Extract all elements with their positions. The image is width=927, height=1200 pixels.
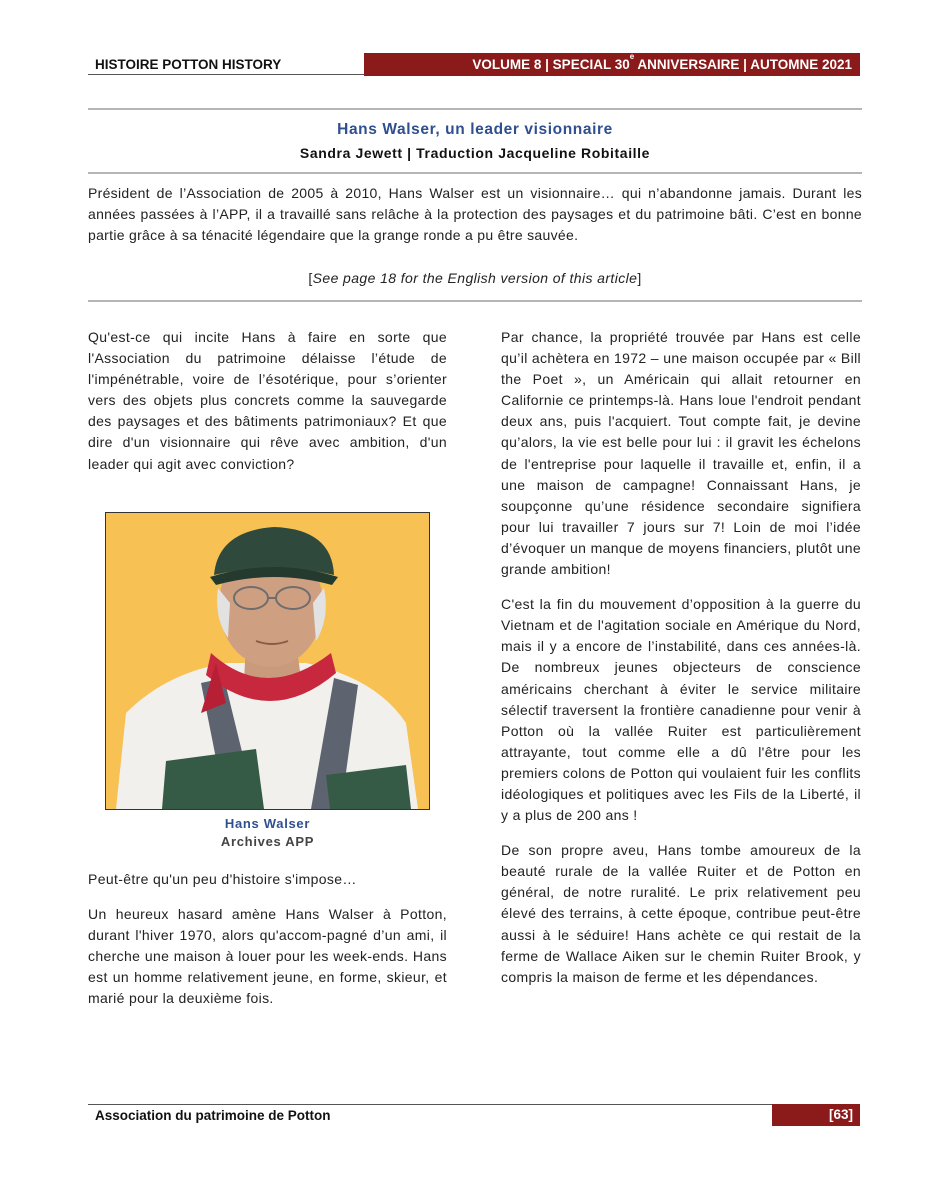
left-column-top bbox=[88, 327, 447, 489]
note-bracket-close: ] bbox=[637, 270, 642, 286]
article-byline: Sandra Jewett | Traduction Jacqueline Robitaille bbox=[299, 145, 651, 161]
right-paragraph-3: De son propre aveu, Hans tombe amoureux de la beauté rurale de la vallée Ruiter et de Potton en général, de notre ruralité. Le prix relativement peu élevé des terrains, à cette époque, contribue peut-être aussi à le séduire! Hans achète ce qui restait de la ferme de Wallace Aiken sur le chemin Ruiter Brook, y compris la maison de ferme et les dépendances. bbox=[501, 842, 861, 985]
right-paragraph-1: Par chance, la propriété trouvée par Hans est celle qu’il achètera en 1972 – une maison occupée par « Bill the Poet », un Américain qui allait retourner en Californie ce printemps-là. Hans loue l'endroit pendant deux ans, puis l'acquiert. Tout compte fait, je devine qu’alors, la vie est belle pour lui : il gravit les échelons de l'entreprise pour laquelle il travaille et, enfin, il a une maison de campagne! Connaissant Hans, je soupçonne qu’une résidence secondaire signifiera pour lui travailler 7 jours sur 7! Loin de moi l’idée d’évoquer un manque de moyens financiers, plutôt une grande ambition! bbox=[501, 329, 861, 578]
left-column-bottom bbox=[88, 869, 447, 1024]
header-superscript: e bbox=[629, 51, 635, 61]
header-issue-text: ANNIVERSAIRE | AUTOMNE 2021 bbox=[634, 57, 852, 72]
left-paragraph-2: Peut-être qu'un peu d'histoire s'impose… bbox=[88, 871, 357, 887]
right-paragraph-2: C'est la fin du mouvement d’opposition à la guerre du Vietnam et de l'agitation sociale en Amérique du Nord, mais il y a encore de l’instabilité, dans ces années-là. De nombreux jeunes objecteurs de conscience américains cherchant à éviter le service militaire sélectif traversent la frontière canadienne pour venir à Potton où la vallée Ruiter est particulièrement attrayante, tout comme elle a dû l'être pour les premiers colons de Potton qui voulaient fuir les conflits idéologiques et politiques avec les Fils de la Liberté, il y a plus de 200 ans ! bbox=[501, 596, 861, 824]
footer-publisher: Association du patrimoine de Potton bbox=[88, 1104, 774, 1126]
english-version-note bbox=[88, 270, 862, 286]
footer-page-number: [63] bbox=[772, 1104, 860, 1126]
portrait-illustration bbox=[106, 513, 429, 809]
intro-top-divider bbox=[88, 172, 862, 174]
article-intro: Président de l’Association de 2005 à 2010, Hans Walser est un visionnaire… qui n’abandonne jamais. Durant les années passées à l’APP, il a travaillé sans relâche à la protection des paysages et du patrimoine bâti. C’est en bonne partie grâce à sa ténacité légendaire que la grange ronde a pu être sauvée. bbox=[88, 185, 862, 243]
left-paragraph-3: Un heureux hasard amène Hans Walser à Potton, durant l'hiver 1970, alors qu'accom-pagné d’un ami, il cherche une maison à louer pour les week-ends. Hans est un homme relativement jeune, en forme, skieur, et marié pour la deuxième fois. bbox=[88, 906, 447, 1007]
article-title: Hans Walser, un leader visionnaire bbox=[337, 121, 613, 138]
note-text: See page 18 for the English version of this article bbox=[312, 270, 638, 286]
top-divider bbox=[88, 108, 862, 110]
running-header-left: HISTOIRE POTTON HISTORY bbox=[88, 53, 364, 75]
note-bracket-open: [ bbox=[308, 270, 313, 286]
intro-bottom-divider bbox=[88, 300, 862, 302]
photo-caption-source: Archives APP bbox=[220, 834, 315, 849]
photo-caption-name: Hans Walser bbox=[224, 816, 311, 831]
running-header-right bbox=[364, 53, 860, 76]
left-paragraph-1: Qu'est-ce qui incite Hans à faire en sorte que l'Association du patrimoine délaisse l’étude de l'impénétrable, voire de l’ésotérique, pour s’orienter vers des objets plus concrets comme la sauvegarde des paysages et des bâtiments patrimoniaux? Et que dire d'un visionnaire qui rêve avec ambition, d'un leader qui agit avec conviction? bbox=[88, 329, 447, 472]
portrait-photo bbox=[105, 512, 430, 810]
header-volume-text: VOLUME 8 | SPECIAL 30 bbox=[472, 57, 630, 72]
right-column bbox=[501, 327, 861, 1002]
